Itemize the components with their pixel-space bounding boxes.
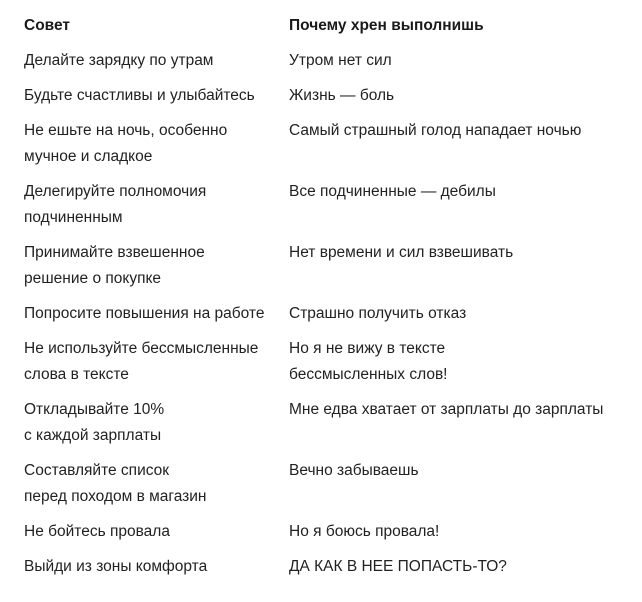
reason-cell: ДА КАК В НЕЕ ПОПАСТЬ-ТО? bbox=[289, 558, 507, 575]
header-reason: Почему хрен выполнишь bbox=[289, 17, 484, 34]
header-advice: Совет bbox=[24, 17, 70, 34]
advice-cell: Делайте зарядку по утрам bbox=[24, 52, 214, 69]
reason-cell: Страшно получить отказ bbox=[289, 305, 467, 322]
reason-cell: Утром нет сил bbox=[289, 52, 392, 69]
advice-cell: Будьте счастливы и улыбайтесь bbox=[24, 87, 255, 104]
reason-cell: Нет времени и сил взвешивать bbox=[289, 244, 514, 261]
advice-cell: Не используйте бессмысленные слова в тексте bbox=[24, 340, 259, 383]
advice-cell: Не бойтесь провала bbox=[24, 523, 170, 540]
advice-cell: Составляйте список перед походом в магазин bbox=[24, 462, 207, 505]
reason-cell: Мне едва хватает от зарплаты до зарплаты bbox=[289, 401, 604, 418]
reason-cell: Жизнь — боль bbox=[289, 87, 395, 104]
reason-cell: Вечно забываешь bbox=[289, 462, 419, 479]
table-header bbox=[0, 16, 642, 36]
advice-cell: Попросите повышения на работе bbox=[24, 305, 265, 322]
advice-cell: Не ешьте на ночь, особенно мучное и сладкое bbox=[24, 122, 228, 165]
advice-cell: Выйди из зоны комфорта bbox=[24, 558, 208, 575]
advice-cell: Делегируйте полномочия подчиненным bbox=[24, 183, 207, 226]
reason-cell: Но я не вижу в тексте бессмысленных слов! bbox=[289, 340, 448, 383]
reason-cell: Самый страшный голод нападает ночью bbox=[289, 122, 582, 139]
reason-cell: Но я боюсь провала! bbox=[289, 523, 440, 540]
advice-cell: Принимайте взвешенное решение о покупке bbox=[24, 244, 205, 287]
reason-cell: Все подчиненные — дебилы bbox=[289, 183, 496, 200]
advice-cell: Откладывайте 10% с каждой зарплаты bbox=[24, 401, 165, 444]
